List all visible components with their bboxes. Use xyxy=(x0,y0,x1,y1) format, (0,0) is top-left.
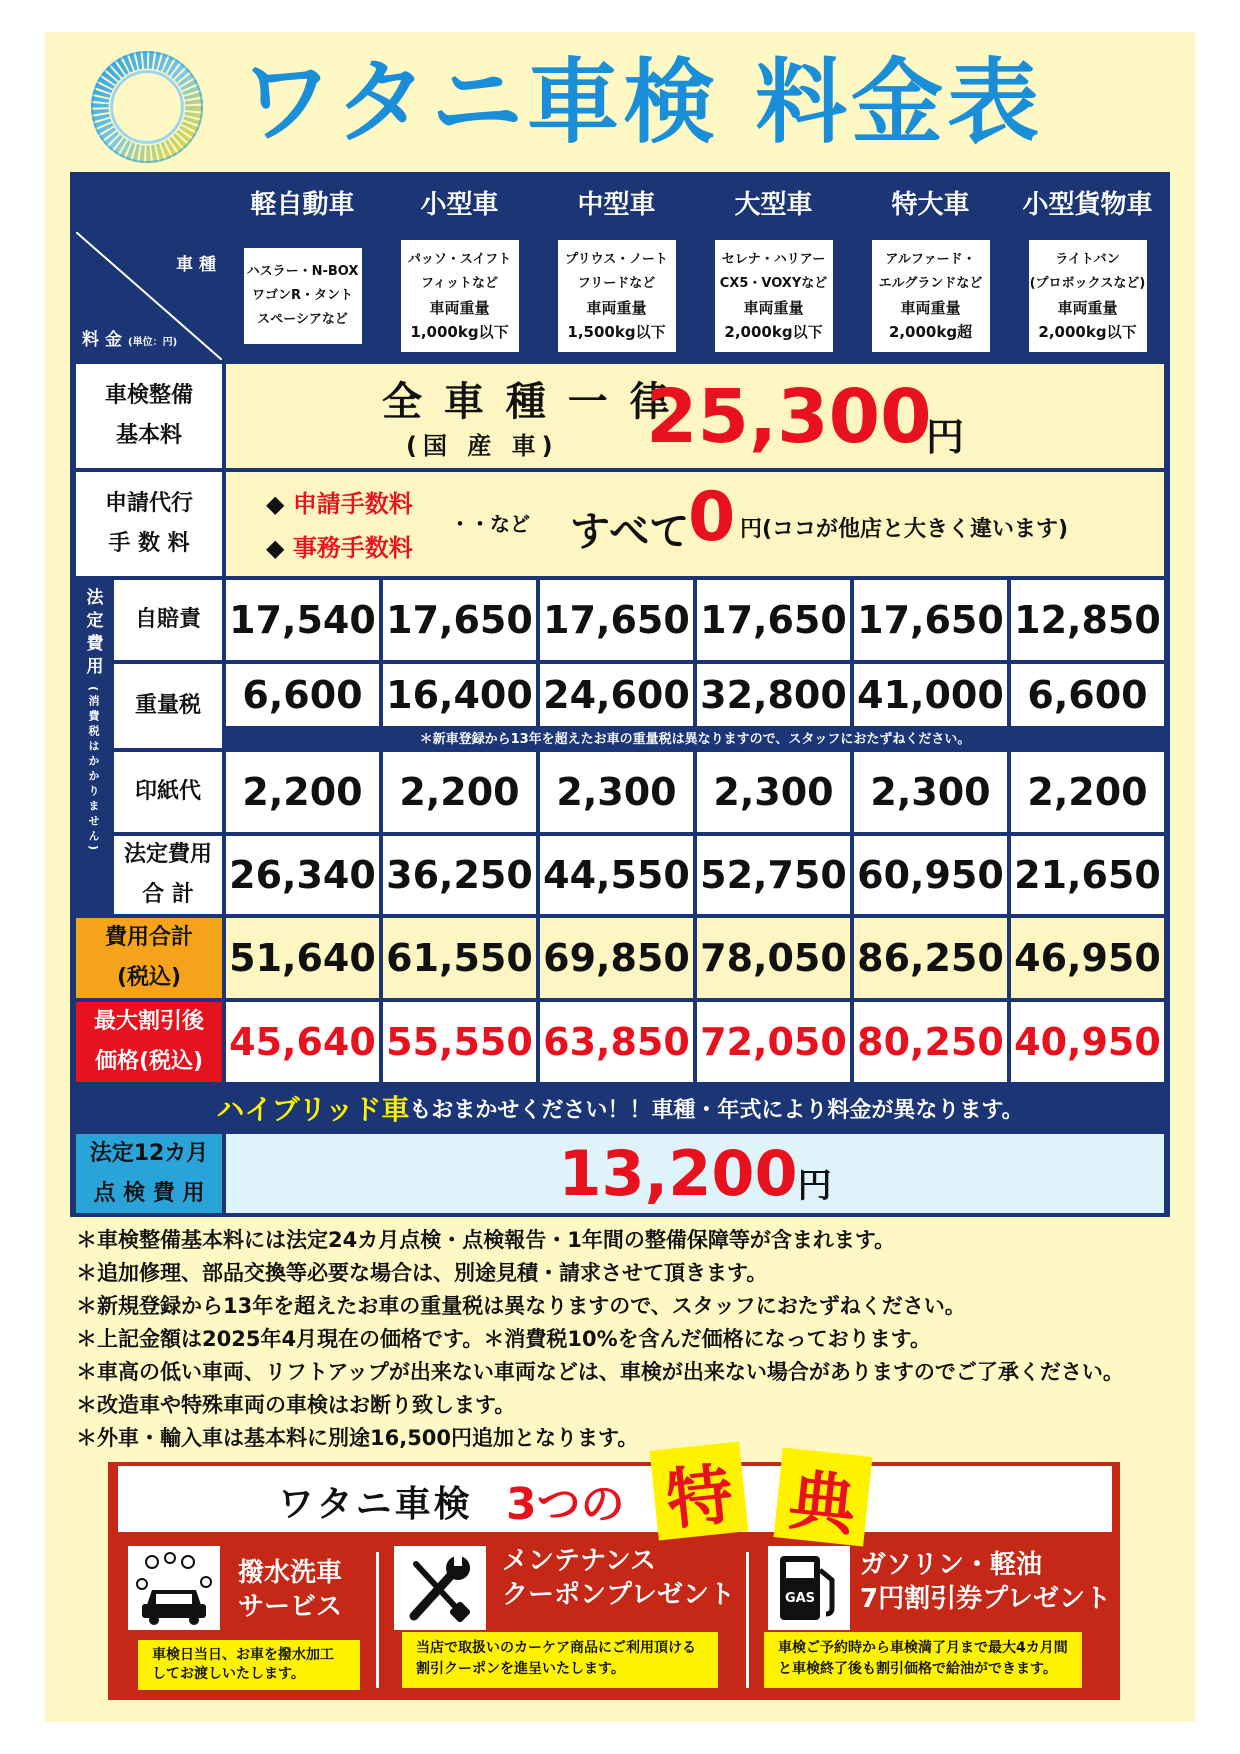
company-logo xyxy=(88,48,206,166)
vehicle-text: アルファード・ xyxy=(885,252,976,267)
note-line: ＊上記金額は2025年4月現在の価格です。＊消費税10%を含んだ価格になっております。 xyxy=(76,1327,931,1351)
label-line: 車検整備 xyxy=(104,383,193,408)
fee-item-2: ◆ 事務手数料 xyxy=(266,534,413,562)
price-cell: 24,600 xyxy=(540,664,693,726)
bonus-item-desc: 車検ご予約時から車検満了月まで最大4カ月間 と車検終了後も割引価格で給油ができます。 xyxy=(764,1632,1082,1688)
label-line: 申請代行 xyxy=(104,491,193,516)
page-title: ワタニ車検 料金表 xyxy=(240,49,1044,156)
bonus-toku: 特 xyxy=(650,1442,749,1541)
basic-fee-price: 25,300 xyxy=(646,374,932,460)
price-cell: 60,950 xyxy=(854,836,1007,914)
total-cell: 61,550 xyxy=(383,918,536,998)
gas-pump-icon xyxy=(768,1546,850,1630)
price-cell: 6,600 xyxy=(226,664,379,726)
column-header: 小型貨物車 xyxy=(1011,176,1164,228)
divider xyxy=(746,1552,749,1688)
price-cell: 2,200 xyxy=(1011,752,1164,832)
vehicle-text: プリウス・ノート xyxy=(565,252,668,267)
vehicle-cell xyxy=(540,232,693,360)
discount-cell: 55,550 xyxy=(383,1002,536,1082)
price-cell: 17,650 xyxy=(540,580,693,660)
price-cell: 6,600 xyxy=(1011,664,1164,726)
total-cell: 51,640 xyxy=(226,918,379,998)
bonus-ten: 典 xyxy=(774,1448,873,1547)
discount-cell: 40,950 xyxy=(1011,1002,1164,1082)
vehicle-text: 2,000kg以下 xyxy=(1038,323,1137,341)
price-cell: 17,650 xyxy=(854,580,1007,660)
total-cell: 46,950 xyxy=(1011,918,1164,998)
vehicle-text: 2,000kg以下 xyxy=(724,323,823,341)
fee-etc: ・・など xyxy=(450,512,530,536)
hybrid-text: もおまかせください！！車種・年式により料金が異なります。 xyxy=(409,1097,1024,1123)
label-line: 法定費用 xyxy=(123,842,212,867)
corner-bottom-label: 料 金 xyxy=(82,330,122,350)
price-cell: 2,200 xyxy=(383,752,536,832)
price-cell: 16,400 xyxy=(383,664,536,726)
header-corner xyxy=(76,176,222,228)
vehicle-text: フリードなど xyxy=(577,276,656,291)
inspection-price: 13,200 xyxy=(558,1137,798,1210)
inspection-yen: 円 xyxy=(797,1166,832,1206)
fee-tail: 円(ココが他店と大きく違います) xyxy=(740,517,1069,542)
price-cell: 32,800 xyxy=(697,664,850,726)
discount-cell: 72,050 xyxy=(697,1002,850,1082)
vehicle-text: 2,000kg超 xyxy=(888,323,973,341)
price-cell: 17,540 xyxy=(226,580,379,660)
price-cell: 41,000 xyxy=(854,664,1007,726)
vehicle-cell xyxy=(697,232,850,360)
vehicle-cell xyxy=(226,232,379,360)
column-header: 軽自動車 xyxy=(226,176,379,228)
bonus-count: 3つの xyxy=(506,1479,625,1530)
bonus-item-title: ガソリン・軽油 7円割引券プレゼント xyxy=(860,1550,1112,1614)
vehicle-text: パッソ・スイフト xyxy=(407,252,512,267)
column-header: 大型車 xyxy=(697,176,850,228)
label-line: 合 計 xyxy=(142,882,194,907)
note-line: ＊車検整備基本料には法定24カ月点検・点検報告・1年間の整備保障等が含まれます。 xyxy=(76,1228,896,1252)
vehicle-text: 車両重量 xyxy=(743,299,804,317)
corner-cell xyxy=(76,232,222,360)
note-line: ＊追加修理、部品交換等必要な場合は、別途見積・請求させて頂きます。 xyxy=(76,1261,768,1285)
price-cell: 44,550 xyxy=(540,836,693,914)
vehicle-text: 車両重量 xyxy=(900,299,961,317)
column-header: 特大車 xyxy=(854,176,1007,228)
weight-tax-note: ＊新車登録から13年を超えたお車の重量税は異なりますので、スタッフにおたずねください。 xyxy=(226,726,1164,748)
corner-top-label: 車 種 xyxy=(176,255,216,275)
total-cell: 78,050 xyxy=(697,918,850,998)
price-cell: 12,850 xyxy=(1011,580,1164,660)
column-header: 小型車 xyxy=(383,176,536,228)
vehicle-text: ライトバン xyxy=(1055,252,1120,267)
vehicle-text: 1,500kg以下 xyxy=(567,323,666,341)
price-cell: 26,340 xyxy=(226,836,379,914)
vehicle-text: 車両重量 xyxy=(429,299,490,317)
price-cell: 2,300 xyxy=(540,752,693,832)
basic-fee-line2: (国 産 車) xyxy=(406,432,559,460)
vehicle-text: (プロボックスなど) xyxy=(1029,276,1146,291)
note-line: ＊新規登録から13年を超えたお車の重量税は異なりますので、スタッフにおたずねください。 xyxy=(76,1294,966,1318)
vehicle-text: セレナ・ハリアー xyxy=(721,252,826,267)
price-cell: 21,650 xyxy=(1011,836,1164,914)
label-line: 最大割引後 xyxy=(93,1009,204,1034)
fee-all: すべて xyxy=(570,509,690,555)
vehicle-text: ハスラー・N-BOX xyxy=(246,264,359,279)
vehicle-text: 1,000kg以下 xyxy=(410,323,509,341)
total-cell: 86,250 xyxy=(854,918,1007,998)
fee-item-1: ◆ 申請手数料 xyxy=(266,490,413,518)
vehicle-cell xyxy=(854,232,1007,360)
vehicle-text: CX5・VOXYなど xyxy=(719,276,828,291)
price-cell: 36,250 xyxy=(383,836,536,914)
vehicle-text: 車両重量 xyxy=(586,299,647,317)
vehicle-text: スペーシアなど xyxy=(257,312,348,327)
legal-fee-side-label xyxy=(76,580,110,914)
hybrid-banner xyxy=(76,1086,1164,1130)
price-cell: 17,650 xyxy=(697,580,850,660)
tools-icon xyxy=(394,1546,486,1630)
basic-fee-cell xyxy=(226,364,1164,468)
note-line: ＊外車・輸入車は基本料に別途16,500円追加となります。 xyxy=(76,1426,639,1450)
note-line: ＊車高の低い車両、リフトアップが出来ない車両などは、車検が出来ない場合がありますのでご了承ください。 xyxy=(76,1360,1124,1384)
row-label: 重量税 xyxy=(114,664,222,748)
total-cell: 69,850 xyxy=(540,918,693,998)
basic-fee-label xyxy=(76,364,222,468)
basic-fee-line1: 全 車 種 一 律 xyxy=(382,379,674,425)
price-cell: 2,300 xyxy=(697,752,850,832)
vehicle-text: エルグランドなど xyxy=(878,276,983,291)
note-line: ＊改造車や特殊車両の車検はお断り致します。 xyxy=(76,1393,516,1417)
svg-text:GAS: GAS xyxy=(784,1591,816,1606)
discount-cell: 45,640 xyxy=(226,1002,379,1082)
row-label: 印紙代 xyxy=(114,752,222,832)
row-label xyxy=(114,836,222,914)
vehicle-text: 車両重量 xyxy=(1057,299,1118,317)
inspection-price-cell xyxy=(226,1134,1164,1213)
application-fee-label xyxy=(76,472,222,576)
car-wash-icon xyxy=(128,1546,220,1630)
side-label-main: 法定費用 xyxy=(82,588,103,680)
column-header: 中型車 xyxy=(540,176,693,228)
total-label xyxy=(76,918,222,998)
label-line: 価格(税込) xyxy=(94,1049,204,1074)
price-cell: 2,200 xyxy=(226,752,379,832)
label-line: 費用合計 xyxy=(104,925,193,950)
row-label: 自賠責 xyxy=(114,580,222,660)
application-fee-cell xyxy=(226,472,1164,576)
basic-fee-yen: 円 xyxy=(926,415,965,459)
price-cell: 17,650 xyxy=(383,580,536,660)
bonus-item-title: メンテナンス クーポンプレゼント xyxy=(502,1546,735,1610)
label-line: 点 検 費 用 xyxy=(93,1180,205,1206)
vehicle-text: フィットなど xyxy=(421,276,498,291)
label-line: 基本料 xyxy=(115,423,182,448)
price-cell: 2,300 xyxy=(854,752,1007,832)
discount-cell: 80,250 xyxy=(854,1002,1007,1082)
hybrid-highlight: ハイブリッド車 xyxy=(216,1093,410,1126)
discount-label xyxy=(76,1002,222,1082)
label-line: (税込) xyxy=(116,965,182,990)
bonus-item-desc: 当店で取扱いのカーケア商品にご利用頂ける 割引クーポンを進呈いたします。 xyxy=(402,1632,718,1688)
fee-zero: 0 xyxy=(688,478,736,557)
bonus-item-title: 撥水洗車 サービス xyxy=(238,1558,343,1622)
label-line: 法定12カ月 xyxy=(89,1140,209,1166)
price-cell: 52,750 xyxy=(697,836,850,914)
discount-cell: 63,850 xyxy=(540,1002,693,1082)
label-line: 手 数 料 xyxy=(108,531,190,556)
vehicle-cell xyxy=(383,232,536,360)
inspection-label xyxy=(76,1134,222,1213)
corner-unit: (単位：円) xyxy=(128,337,178,348)
vehicle-cell xyxy=(1011,232,1164,360)
side-label-sub: (消費税はかかりません) xyxy=(87,686,100,855)
divider xyxy=(376,1552,379,1688)
vehicle-text: ワゴンR・タント xyxy=(251,288,353,303)
bonus-item-desc: 車検日当日、お車を撥水加工 してお渡しいたします。 xyxy=(138,1640,360,1690)
bonus-heading: ワタニ車検 xyxy=(278,1484,473,1525)
